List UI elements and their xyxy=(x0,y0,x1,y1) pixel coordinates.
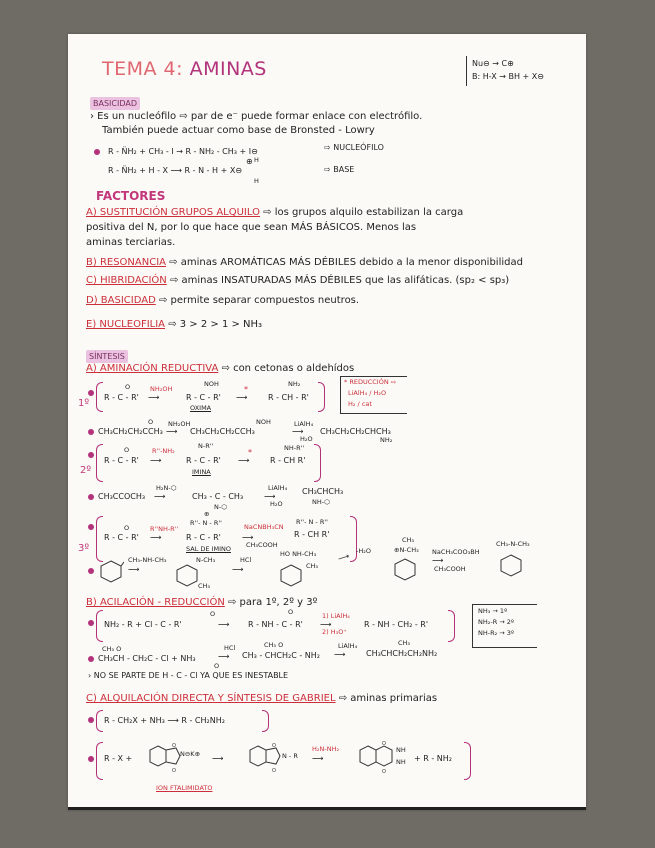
a3-ex-reagent3: NaCH₃COO₃BH xyxy=(432,548,480,556)
basicidad-r2-charge: ⊕ xyxy=(246,157,253,166)
b-note: › NO SE PARTE DE H - C - Cl YA QUE ES INESTABLE xyxy=(88,671,289,680)
a3-ex-lbl2: HO NH-CH₃ xyxy=(280,550,317,558)
sintesis-c-key: C) ALQUILACIÓN DIRECTA Y SÍNTESIS DE GABRIEL xyxy=(86,693,336,704)
factores-heading: FACTORES xyxy=(96,189,166,203)
bullet-dot xyxy=(88,452,94,458)
a2-ex-reagent: H₂N-⬡ xyxy=(156,484,177,492)
ring-aminol xyxy=(278,560,304,588)
a3-r1-top: O xyxy=(124,524,130,532)
arrow: ⟶ xyxy=(336,551,351,564)
factor-d-line xyxy=(86,294,359,307)
cyclohexanone-ring xyxy=(98,556,124,584)
factor-b-text: ⇨ aminas AROMÁTICAS MÁS DÉBILES debido a la menor disponibilidad xyxy=(166,257,523,268)
a3-p2: R - CH R' xyxy=(294,530,330,539)
arrow: ⟶ xyxy=(150,456,162,465)
arrow: ⟶ xyxy=(218,652,230,661)
sintesis-c-line xyxy=(86,692,437,705)
arrow: ⟶ xyxy=(232,565,244,574)
a3-p1-top: R''- N - R'' xyxy=(190,519,222,527)
factor-c-line xyxy=(86,274,509,287)
a1-note1: * REDUCCIÓN ⇨ xyxy=(344,378,397,386)
b-p1: R - NH - C - R' xyxy=(248,620,303,629)
b-p2: R - NH - CH₂ - R' xyxy=(364,620,429,629)
factor-c-text: ⇨ aminas INSATURADAS MÁS DÉBILES que las alifáticas. (sp₂ < sp₃) xyxy=(166,275,510,286)
a3-order: 3º xyxy=(78,543,90,554)
b-p1-top: O xyxy=(288,608,294,616)
page-title xyxy=(102,58,267,80)
basicidad-r2-up: H xyxy=(254,156,259,164)
c1-bracket-right xyxy=(262,710,269,732)
a2-order: 2º xyxy=(80,465,92,476)
arrow: ⟶ xyxy=(320,620,332,629)
header-box-line1: Nu⊖ → C⊕ xyxy=(472,59,514,68)
sintesis-b-line xyxy=(86,596,317,609)
a3-ex-reagent3b: CH₃COOH xyxy=(434,565,466,573)
basicidad-reaction2: R - N̈H₂ + H - X ⟶ R - N - H + X⊖ xyxy=(108,166,243,175)
a2-p2: R - CH R' xyxy=(270,456,306,465)
a2-p1-top: N-R'' xyxy=(198,442,214,450)
arrow: ⟶ xyxy=(212,754,224,763)
a1-ex-reagent: NH₂OH xyxy=(168,420,191,428)
bullet-dot xyxy=(88,429,94,435)
c2-name: ION FTALIMIDATO xyxy=(156,784,213,792)
svg-text:O: O xyxy=(382,769,386,774)
c2-p3: + R - NH₂ xyxy=(414,754,452,763)
a1-ex-p1-top: NOH xyxy=(256,418,271,426)
bullet-dot xyxy=(94,149,100,155)
c2-left: R - X + xyxy=(104,754,133,763)
ring-tertiary-amine xyxy=(498,550,524,578)
sintesis-b-text: ⇨ para 1º, 2º y 3º xyxy=(224,597,318,608)
a2-ex-p2: CH₃CHCH₃ xyxy=(302,487,344,496)
a1-note2: LiAlH₄ / H₂O xyxy=(348,389,387,397)
factor-a-line2: positiva del N, por lo que hace que sean MÁS BÁSICOS. Menos las xyxy=(86,222,417,233)
bullet-dot xyxy=(88,656,94,662)
b-ex-p1: CH₃ - CHCH₂C - NH₂ xyxy=(242,651,320,660)
a3-ex-lbl1: N-CH₃ xyxy=(196,556,216,564)
b-ex-p1-top: CH₃ O xyxy=(264,641,284,649)
a2-ex-reagent2b: H₂O xyxy=(270,500,283,508)
ring-iminium xyxy=(392,554,418,582)
b-reagent2: 2) H₃O⁺ xyxy=(322,628,347,636)
factor-a-key: A) SUSTITUCIÓN GRUPOS ALQUILO xyxy=(86,207,260,218)
a1-ex-reagent2b: H₂O xyxy=(300,435,313,443)
arrow: ⟶ xyxy=(166,427,178,436)
b-ex-hcl: HCl xyxy=(224,644,236,652)
svg-text:O: O xyxy=(172,768,176,774)
a1-bracket-left xyxy=(96,382,103,412)
c2-bracket-right xyxy=(464,742,471,780)
a3-ex-lbl4: CH₃-N-CH₃ xyxy=(496,540,530,548)
a3-ex-lbl2b: CH₃ xyxy=(306,562,319,570)
a1-p1-name: OXIMA xyxy=(190,404,212,412)
a3-p1-name: SAL DE IMINO xyxy=(186,545,231,553)
factor-e-key: E) NUCLEOFILIA xyxy=(86,319,166,330)
bullet-dot xyxy=(88,568,94,574)
arrow: ⟶ xyxy=(432,556,444,565)
c2-n-salt: N⊖K⊕ xyxy=(180,750,201,758)
b-bracket-right xyxy=(448,610,455,642)
a2-p1: R - C - R' xyxy=(186,456,221,465)
arrow: ⟶ xyxy=(334,650,346,659)
a1-order: 1º xyxy=(78,398,90,409)
arrow: ⟶ xyxy=(292,427,304,436)
a1-ex-p1: CH₃CH₂CH₂CCH₃ xyxy=(190,427,255,436)
a1-p1: R - C - R' xyxy=(186,393,221,402)
svg-text:O: O xyxy=(172,743,176,749)
a2-r1-top: O xyxy=(124,446,130,454)
a1-note3: H₂ / cat xyxy=(348,400,372,408)
a3-ex-h2o: -H₂O xyxy=(356,547,371,555)
a1-r1: R - C - R' xyxy=(104,393,139,402)
c2-bracket-left xyxy=(96,742,103,780)
a3-bracket-right xyxy=(350,516,357,562)
arrow: ⟶ xyxy=(312,754,324,763)
a1-bracket-right xyxy=(318,382,325,412)
factor-e-line xyxy=(86,318,262,331)
arrow: ⟶ xyxy=(218,620,230,629)
a1-ex-p2: CH₃CH₂CH₂CHCH₃ xyxy=(320,427,391,436)
b-ex-reagent: LiAlH₄ xyxy=(338,642,358,650)
sintesis-a-key: A) AMINACIÓN REDUCTIVA xyxy=(86,363,219,374)
b-ex: CH₃CH - CH₂C - Cl + NH₃ xyxy=(98,654,196,663)
b-note-top: O xyxy=(214,662,220,670)
phthalimide-ring xyxy=(148,742,188,774)
a1-p1-top: NOH xyxy=(204,380,219,388)
a1-ex-reagent2: LiAlH₄ xyxy=(294,420,314,428)
a3-p1-top2: ⊕ xyxy=(204,510,210,518)
c2-reagent: H₂N-NH₂ xyxy=(312,745,340,753)
factor-e-text: ⇨ 3 > 2 > 1 > NH₃ xyxy=(165,319,263,330)
arrow: ⟶ xyxy=(242,533,254,542)
a2-ex-reagent2: LiAlH₄ xyxy=(268,484,288,492)
b-ex-top: CH₃ O xyxy=(102,645,122,653)
svg-text:O: O xyxy=(382,741,386,747)
a2-star: * xyxy=(248,448,252,457)
bullet-dot xyxy=(88,717,94,723)
bullet-dot xyxy=(88,390,94,396)
a2-bracket-left xyxy=(96,444,103,482)
sintesis-c-text: ⇨ aminas primarias xyxy=(335,693,438,704)
factor-c-key: C) HIBRIDACIÓN xyxy=(86,275,167,286)
b-r-top: O xyxy=(210,610,216,618)
a1-reagent: NH₂OH xyxy=(150,385,173,393)
title-tema: TEMA 4: xyxy=(102,58,190,80)
c1-reaction: R - CH₂X + NH₃ ⟶ R - CH₂NH₂ xyxy=(104,716,225,725)
basicidad-line1: › Es un nucleófilo ⇨ par de e⁻ puede formar enlace con electrófilo. xyxy=(90,111,423,122)
a1-p2-top: NH₂ xyxy=(288,380,301,388)
basicidad-r2-down: H xyxy=(254,177,259,185)
a3-ex-lbl3b: CH₃ xyxy=(402,536,415,544)
a3-reagent2: NaCNBH₃CN xyxy=(244,523,284,531)
a2-reagent: R''-NH₂ xyxy=(152,447,175,455)
basicidad-reaction1-tag: ⇨ NUCLEÓFILO xyxy=(324,143,384,152)
bullet-dot xyxy=(88,620,94,626)
b-bracket-left xyxy=(96,610,103,642)
factor-b-line xyxy=(86,256,523,269)
c2-p1: N - R xyxy=(282,752,298,760)
a3-r1: R - C - R' xyxy=(104,533,139,542)
b-reactants: NH₂ - R + Cl - C - R' xyxy=(104,620,182,629)
arrow: ⟶ xyxy=(154,492,166,501)
a1-ex-top: O xyxy=(148,418,154,426)
header-box-line2: B: H-X → BH + X⊖ xyxy=(472,72,544,81)
bullet-dot xyxy=(88,756,94,762)
arrow: ⟶ xyxy=(148,393,160,402)
a1-ex: CH₃CH₂CH₂CCH₃ xyxy=(98,427,163,436)
title-aminas: AMINAS xyxy=(189,58,267,80)
ring-hemiaminal xyxy=(174,560,200,588)
a3-ex-reagent: CH₃-NH-CH₃ xyxy=(128,556,167,564)
a1-p2: R - CH - R' xyxy=(268,393,309,402)
arrow: ⟶ xyxy=(128,565,140,574)
a1-star: * xyxy=(244,385,248,394)
basicidad-reaction2-tag: ⇨ BASE xyxy=(324,165,355,174)
b-ex-p2: CH₃CHCH₂CH₂NH₂ xyxy=(366,649,438,658)
a2-ex-p1: CH₃ - C - CH₃ xyxy=(192,492,244,501)
a3-p2-top: R''- N - R'' xyxy=(296,518,328,526)
a1-ex-p2-bot: NH₂ xyxy=(380,436,393,444)
basicidad-line2: También puede actuar como base de Bronsted - Lowry xyxy=(102,125,375,136)
factor-a-line1 xyxy=(86,206,463,219)
sintesis-label: SÍNTESIS xyxy=(86,350,128,363)
phthalhydrazide-ring xyxy=(358,740,398,774)
factor-d-key: D) BASICIDAD xyxy=(86,295,156,306)
notebook-page xyxy=(68,34,586,810)
a2-r1: R - C - R' xyxy=(104,456,139,465)
arrow: ⟶ xyxy=(264,492,276,501)
svg-text:O: O xyxy=(272,768,276,774)
b-box1: NH₃ → 1º xyxy=(478,607,508,615)
sintesis-a-text: ⇨ con cetonas o aldehídos xyxy=(218,363,355,374)
factor-d-text: ⇨ permite separar compuestos neutros. xyxy=(155,295,360,306)
c2-p2: NH xyxy=(396,746,406,754)
a2-ex: CH₃CCOCH₃ xyxy=(98,492,146,501)
c2-p2b: NH xyxy=(396,758,406,766)
a3-reagent: R''NH-R'' xyxy=(150,525,179,533)
basicidad-reaction1: R - N̈H₂ + CH₃ - I → R - NH₂ - CH₃ + I⊖ xyxy=(108,147,258,156)
a2-ex-p2-bot: NH-⬡ xyxy=(312,498,330,506)
a3-ex-lbl1b: CH₃ xyxy=(198,582,211,590)
sintesis-b-key: B) ACILACIÓN - REDUCCIÓN xyxy=(86,597,225,608)
a2-ex-p1-bot: N-⬡ xyxy=(214,503,227,511)
b-ex-p2-top: CH₃ xyxy=(398,639,411,647)
factor-a-line3: aminas terciarias. xyxy=(86,237,176,248)
b-box2: NH₂-R → 2º xyxy=(478,618,514,626)
a1-r1-top: O xyxy=(125,383,131,391)
arrow: ⟶ xyxy=(150,533,162,542)
bullet-dot xyxy=(88,524,94,530)
a3-ex-hcl: HCl xyxy=(240,556,252,564)
c1-bracket-left xyxy=(96,710,103,732)
factor-b-key: B) RESONANCIA xyxy=(86,257,166,268)
a2-p2-top: NH-R'' xyxy=(284,444,305,452)
b-reagent1: 1) LiAlH₄ xyxy=(322,612,350,620)
a3-reagent2b: CH₃COOH xyxy=(246,541,278,549)
arrow: ⟶ xyxy=(236,393,248,402)
factor-a-text: ⇨ los grupos alquilo estabilizan la carga xyxy=(259,207,464,218)
sintesis-a-line xyxy=(86,362,354,375)
a2-bracket-right xyxy=(314,444,321,482)
svg-text:O: O xyxy=(272,743,276,749)
a3-p1: R - C - R' xyxy=(186,533,221,542)
a2-p1-name: IMINA xyxy=(192,468,211,476)
b-box3: NH-R₂ → 3º xyxy=(478,629,514,637)
bullet-dot xyxy=(88,494,94,500)
a3-ex-lbl3: ⊕N-CH₃ xyxy=(394,546,419,554)
arrow: ⟶ xyxy=(238,456,250,465)
basicidad-label: BASICIDAD xyxy=(90,97,140,110)
